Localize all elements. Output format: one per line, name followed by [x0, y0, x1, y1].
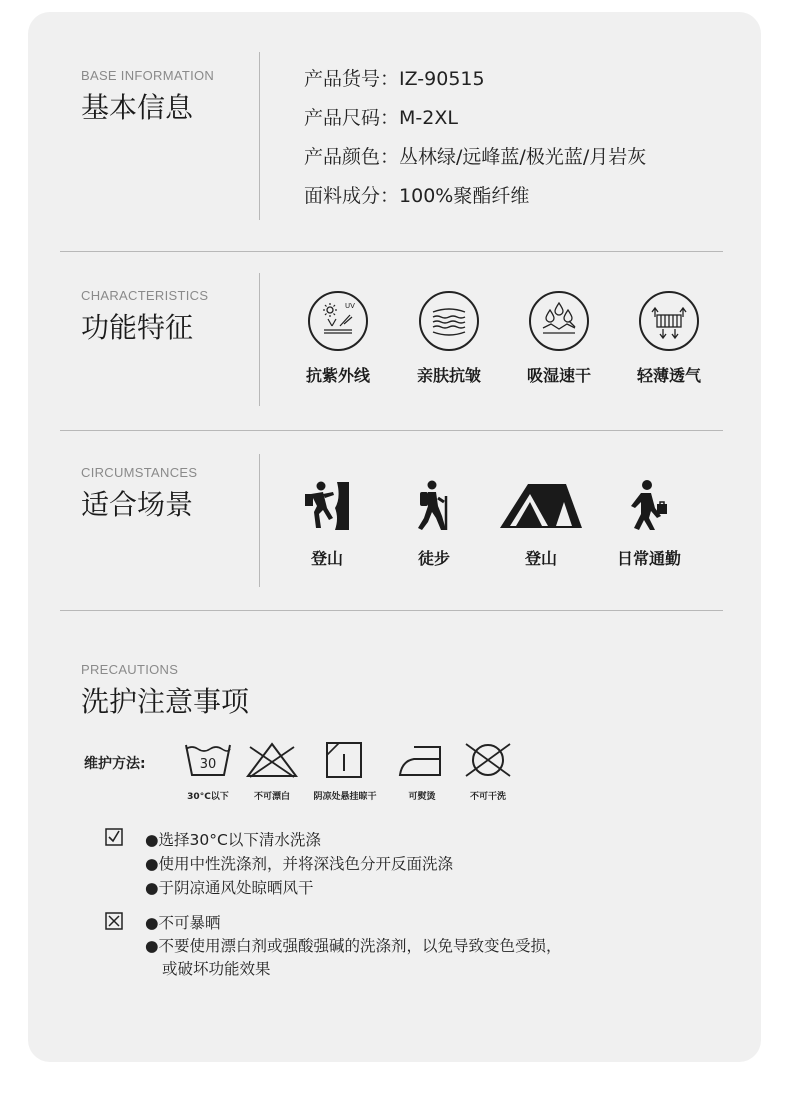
care-do-line: ●选择30°C以下清水洗涤 — [145, 831, 321, 849]
info-row-size — [304, 103, 458, 130]
care-caption: 不可干洗 — [469, 792, 506, 802]
scene-label: 登山 — [524, 549, 557, 568]
feature-label: 吸湿速干 — [526, 366, 591, 385]
info-value: M-2XL — [399, 107, 458, 129]
care-no-dry-clean — [448, 741, 528, 802]
feature-label: 抗紫外线 — [305, 366, 370, 385]
feature-quickdry — [509, 291, 609, 386]
scene-title: 适合场景 — [81, 488, 194, 521]
info-label: 产品颜色： — [304, 146, 400, 168]
care-caption: 可熨烫 — [408, 792, 436, 802]
prec-title: 洗护注意事项 — [81, 685, 250, 718]
feature-label: 轻薄透气 — [636, 366, 701, 385]
wash-30-icon — [182, 741, 234, 779]
feature-label: 亲肤抗皱 — [416, 366, 481, 385]
care-caption: 不可漂白 — [253, 792, 290, 802]
care-dont-line: ●不要使用漂白剂或强酸强碱的洗涤剂，以免导致变色受损， — [145, 937, 562, 955]
info-value: 100%聚酯纤维 — [399, 185, 530, 207]
info-label: 面料成分： — [304, 185, 400, 207]
divider-vertical — [259, 52, 260, 220]
divider-vertical — [259, 454, 260, 587]
info-value: IZ-90515 — [399, 68, 485, 90]
section-divider — [60, 430, 723, 431]
info-label: 产品货号： — [304, 68, 400, 90]
care-line-dry — [305, 741, 385, 802]
checkbox-cross-icon — [105, 911, 123, 935]
section-divider — [60, 251, 723, 252]
info-row-sku — [304, 64, 485, 91]
svg-text:30: 30 — [199, 757, 217, 772]
climbing-icon — [297, 478, 357, 534]
prec-en-title: PRECAUTIONS — [81, 662, 179, 677]
scene-tent — [486, 478, 596, 569]
scene-hiking — [379, 478, 489, 569]
scene-label: 登山 — [310, 549, 343, 568]
care-no-bleach — [232, 741, 312, 802]
divider-vertical — [259, 273, 260, 406]
scene-en-title: CIRCUMSTANCES — [81, 465, 198, 480]
info-row-color — [304, 142, 646, 169]
feature-uv — [288, 291, 388, 386]
iron-icon — [396, 741, 448, 779]
section-divider — [60, 610, 723, 611]
care-caption: 30°C以下 — [187, 792, 229, 802]
care-dont-line: 或破坏功能效果 — [162, 960, 271, 978]
basic-en-title: BASE INFORMATION — [81, 68, 215, 83]
care-dont-line: ●不可暴晒 — [145, 914, 221, 932]
care-do-line: ●使用中性洗涤剂，并将深浅色分开反面洗涤 — [145, 855, 454, 873]
care-do-line: ●于阴凉通风处晾晒风干 — [145, 879, 314, 897]
no-bleach-icon — [244, 741, 300, 779]
care-caption: 阴凉处悬挂晾干 — [313, 792, 377, 802]
checkbox-checked-icon — [105, 827, 123, 851]
scene-label: 徒步 — [417, 549, 450, 568]
scene-climbing — [272, 478, 382, 569]
char-en-title: CHARACTERISTICS — [81, 288, 209, 303]
info-value: 丛林绿/远峰蓝/极光蓝/月岩灰 — [399, 146, 647, 168]
breathable-icon — [639, 291, 699, 351]
no-dry-clean-icon — [460, 741, 516, 779]
info-label: 产品尺码： — [304, 107, 400, 129]
commute-icon — [619, 478, 679, 534]
care-method-label: 维护方法: — [84, 756, 146, 772]
basic-title: 基本信息 — [81, 91, 194, 124]
uv-protection-icon — [308, 291, 368, 351]
scene-commute — [594, 478, 704, 569]
char-title: 功能特征 — [81, 311, 194, 344]
line-dry-shade-icon — [321, 741, 369, 779]
scene-label: 日常通勤 — [616, 549, 681, 568]
tent-icon — [496, 478, 586, 534]
info-row-fabric — [304, 181, 529, 208]
skin-friendly-icon — [419, 291, 479, 351]
quick-dry-icon — [529, 291, 589, 351]
feature-breathable — [619, 291, 719, 386]
hiking-icon — [404, 478, 464, 534]
svg-text:UV: UV — [345, 302, 355, 310]
feature-skin — [399, 291, 499, 386]
